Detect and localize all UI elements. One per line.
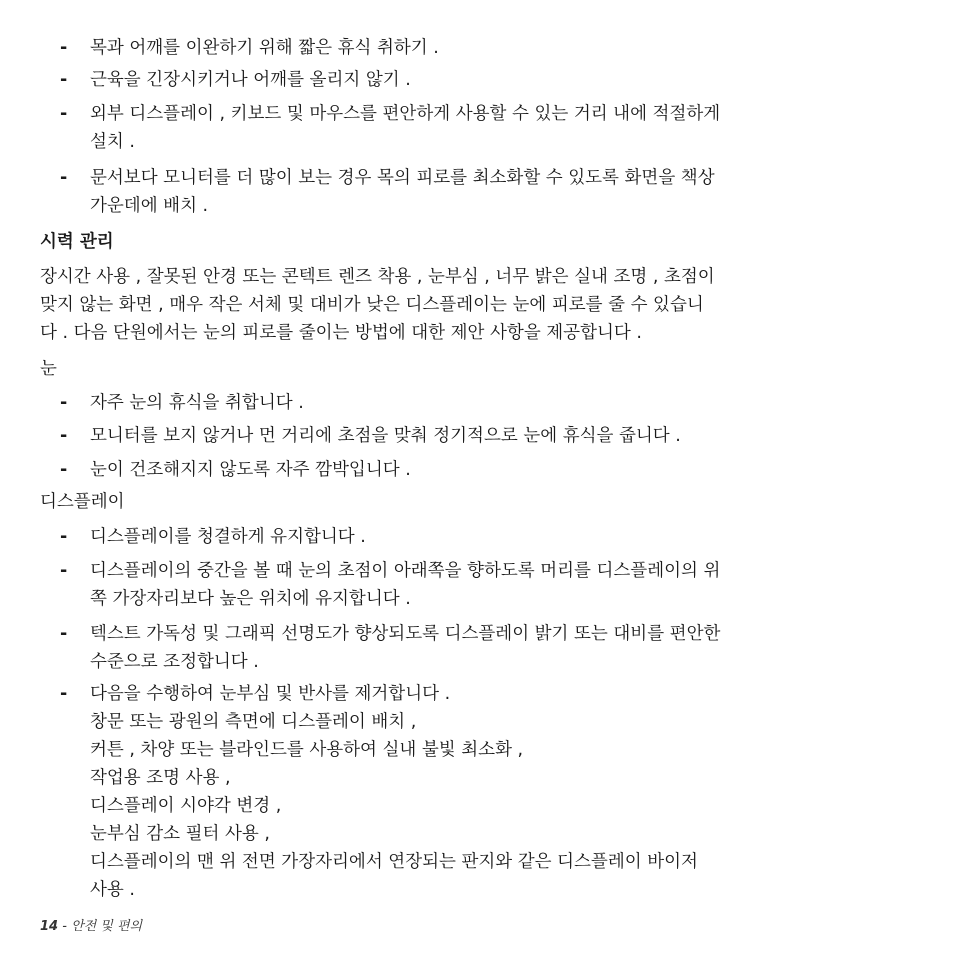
- text-line: 수준으로 조정합니다 .: [90, 652, 259, 672]
- bullet-dash: -: [60, 104, 68, 124]
- list-item-text: [90, 680, 920, 904]
- text-line: 사용 .: [90, 880, 135, 900]
- list-item-text: [90, 557, 920, 613]
- footer-title: 안전 및 편의: [71, 919, 143, 934]
- text-line: 쪽 가장자리보다 높은 위치에 유지합니다 .: [90, 589, 411, 609]
- list-item-text: [90, 164, 920, 220]
- bullet-dash: -: [60, 460, 68, 480]
- list-item-text: [90, 34, 920, 62]
- text-line: 장시간 사용 , 잘못된 안경 또는 콘텍트 렌즈 착용 , 눈부심 , 너무 밝은 실내 조명 , 초점이: [40, 267, 715, 287]
- list-item-text: [90, 620, 920, 676]
- bullet-dash: -: [60, 393, 68, 413]
- text-line: 설치 .: [90, 132, 135, 152]
- list-item-text: [90, 66, 920, 94]
- bullet-dash: -: [60, 168, 68, 188]
- bullet-dash: -: [60, 527, 68, 547]
- text-line: 텍스트 가독성 및 그래픽 선명도가 향상되도록 디스플레이 밝기 또는 대비를 편안한: [90, 624, 721, 644]
- list-item-text: [90, 389, 920, 417]
- text-line: 다음을 수행하여 눈부심 및 반사를 제거합니다 .: [90, 684, 451, 704]
- footer-separator: -: [58, 919, 72, 934]
- list-item-text: [90, 422, 920, 450]
- bullet-dash: -: [60, 38, 68, 58]
- text-line: 외부 디스플레이 , 키보드 및 마우스를 편안하게 사용할 수 있는 거리 내에 적절하게: [90, 104, 721, 124]
- page-footer: [40, 917, 142, 937]
- bullet-dash: -: [60, 426, 68, 446]
- text-line: 맞지 않는 화면 , 매우 작은 서체 및 대비가 낮은 디스플레이는 눈에 피로를 줄 수 있습니: [40, 295, 704, 315]
- text-line: 작업용 조명 사용 ,: [90, 768, 231, 788]
- paragraph: [40, 263, 920, 347]
- bullet-dash: -: [60, 70, 68, 90]
- text-line: 목과 어깨를 이완하기 위해 짧은 휴식 취하기 .: [90, 38, 439, 58]
- text-line: 창문 또는 광원의 측면에 디스플레이 배치 ,: [90, 712, 417, 732]
- text-line: 자주 눈의 휴식을 취합니다 .: [90, 393, 304, 413]
- subheading-eyes: 눈: [40, 359, 57, 379]
- list-item-text: [90, 100, 920, 156]
- text-line: 눈이 건조해지지 않도록 자주 깜박입니다 .: [90, 460, 411, 480]
- text-line: 디스플레이 시야각 변경 ,: [90, 796, 282, 816]
- text-line: 디스플레이를 청결하게 유지합니다 .: [90, 527, 366, 547]
- text-line: 모니터를 보지 않거나 먼 거리에 초점을 맞춰 정기적으로 눈에 휴식을 줍니다 .: [90, 426, 681, 446]
- bullet-dash: -: [60, 561, 68, 581]
- page-number: 14: [40, 919, 59, 934]
- text-line: 가운데에 배치 .: [90, 196, 209, 216]
- list-item-text: [90, 523, 920, 551]
- text-line: 디스플레이의 중간을 볼 때 눈의 초점이 아래쪽을 향하도록 머리를 디스플레이의 위: [90, 561, 721, 581]
- text-line: 문서보다 모니터를 더 많이 보는 경우 목의 피로를 최소화할 수 있도록 화면을 책상: [90, 168, 715, 188]
- subheading-display: 디스플레이: [40, 492, 125, 512]
- text-line: 눈부심 감소 필터 사용 ,: [90, 824, 270, 844]
- text-line: 디스플레이의 맨 위 전면 가장자리에서 연장되는 판지와 같은 디스플레이 바이저: [90, 852, 698, 872]
- list-item-text: [90, 456, 920, 484]
- text-line: 커튼 , 차양 또는 블라인드를 사용하여 실내 불빛 최소화 ,: [90, 740, 524, 760]
- text-line: 근육을 긴장시키거나 어깨를 올리지 않기 .: [90, 70, 411, 90]
- section-heading: 시력 관리: [40, 232, 114, 252]
- text-line: 다 . 다음 단원에서는 눈의 피로를 줄이는 방법에 대한 제안 사항을 제공합니다 .: [40, 323, 642, 343]
- bullet-dash: -: [60, 684, 68, 704]
- bullet-dash: -: [60, 624, 68, 644]
